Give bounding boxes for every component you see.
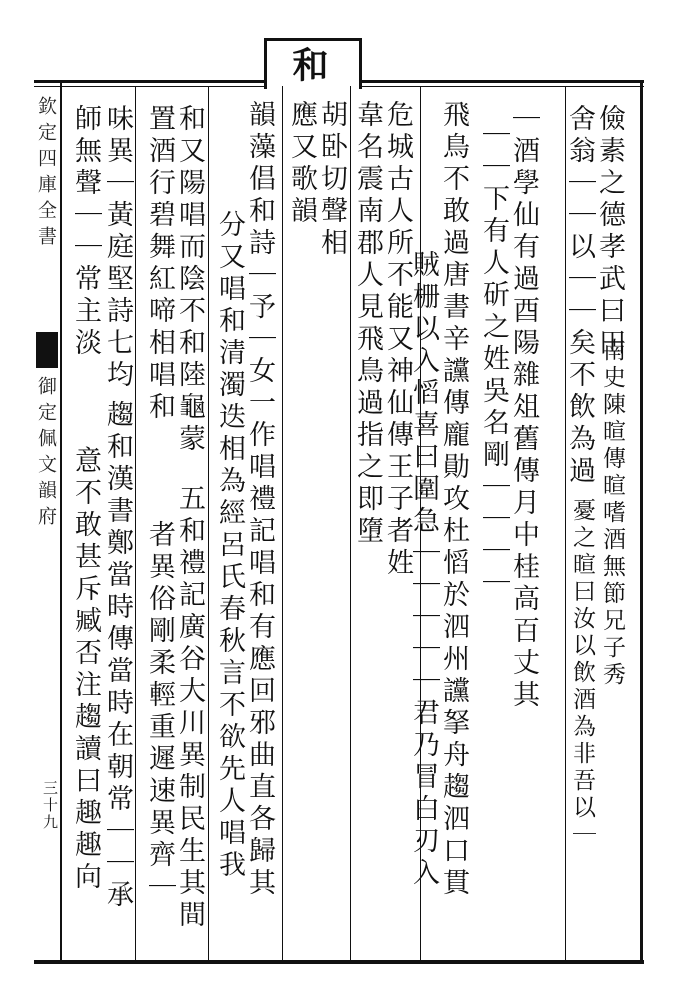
text-column: 置酒行碧舞紅啼相唱和: [144, 104, 175, 424]
text-column: ｜酒學仙有過酉陽雜俎舊傳月中桂高百丈其: [508, 104, 539, 712]
heading-character: 和: [287, 46, 329, 85]
margin-black-tab: [36, 332, 58, 368]
column-divider: [135, 86, 136, 960]
column-divider: [350, 86, 351, 960]
text-column: 韋名震南郡人見飛鳥過指之即墮: [352, 100, 383, 548]
text-column-cont: 南史陳暄傳暄嗜酒無節兄子秀: [599, 338, 625, 689]
margin-top-label: 欽定四庫全書: [35, 96, 57, 252]
text-column: 飛鳥不敢過唐書辛讜傳龐勛攻杜慆於泗州讜拏舟趨泗口貫: [438, 100, 469, 900]
text-column: 和又陽唱而陰不和陸龜蒙: [174, 104, 205, 456]
text-column-cont: 憂之暄曰汝以飲酒為非吾以｜: [569, 498, 595, 849]
text-column: 賊栅以入慆喜曰圍急｜｜｜｜｜君乃冒白刃入: [408, 250, 439, 890]
bottom-frame-rule: [34, 960, 644, 964]
text-column: 分又唱和清濁迭相為經呂氏春秋言不欲先人唱我: [214, 210, 245, 882]
right-frame-rule: [640, 80, 643, 964]
text-column: 胡卧切聲相: [316, 100, 347, 260]
text-column: 舍翁｜｜以｜｜矣不飲為過: [564, 104, 595, 488]
text-column: ｜｜下有人斫之姓吳名剛｜｜｜｜: [478, 120, 509, 600]
text-column: 應又歌韻: [286, 100, 317, 228]
page-number: 三十九: [41, 780, 59, 831]
text-column: 韻藻倡和詩｜予｜女一作唱禮記唱和有應回邪曲直各歸其: [244, 100, 275, 900]
margin-bottom-label: 御定佩文韻府: [35, 376, 57, 532]
text-column: 師無聲｜｜常主淡: [70, 104, 101, 360]
text-column: 者異俗剛柔輕重遲速異齊｜: [144, 520, 175, 904]
text-column: 危城古人所不能又神仙傳王子者姓: [382, 100, 413, 580]
text-column: 儉素之德孝武曰田: [594, 104, 625, 360]
text-column: 趨和漢書鄭當時傳當時在朝常｜｜承: [102, 400, 133, 912]
text-column: 意不敢甚斥臧否注趨讀曰趣趣向: [70, 446, 101, 894]
column-divider: [208, 86, 209, 960]
text-column: 味異｜黃庭堅詩七均: [102, 104, 133, 392]
column-divider: [282, 86, 283, 960]
text-column: 五和禮記廣谷大川異制民生其間: [174, 484, 205, 932]
gutter-rule: [60, 80, 62, 964]
